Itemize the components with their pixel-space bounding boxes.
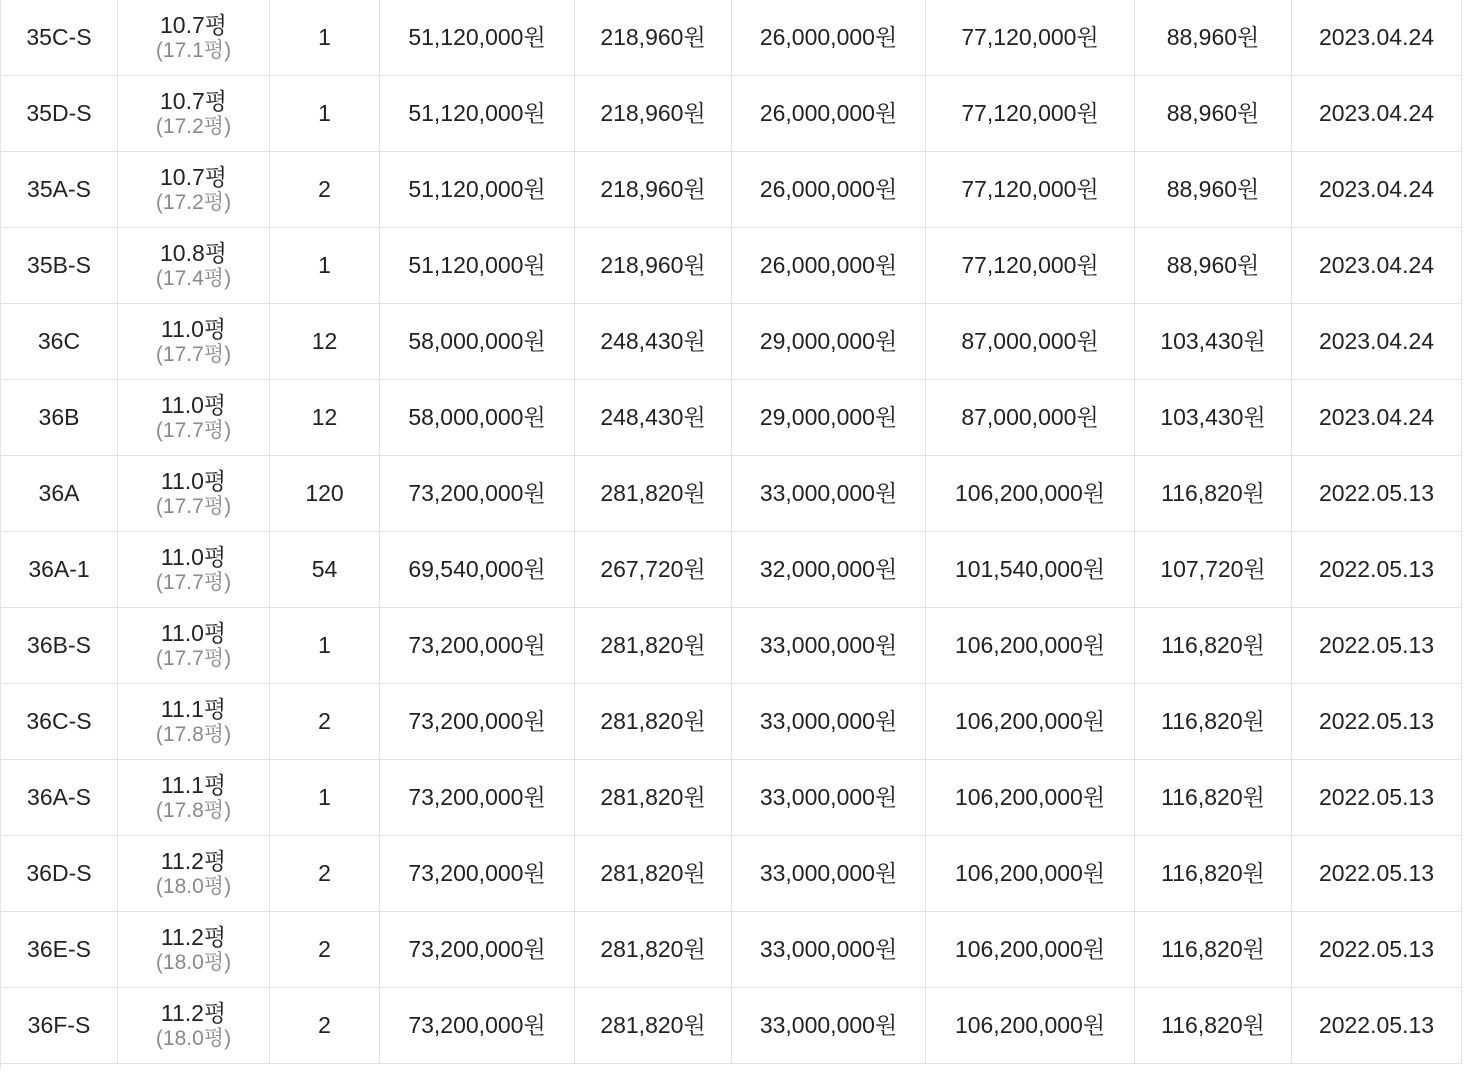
deposit-cell: 73,200,000원	[380, 684, 575, 760]
total-deposit-cell: 101,540,000원	[926, 532, 1135, 608]
monthly-rent-alt-cell: 116,820원	[1135, 836, 1292, 912]
monthly-rent-cell: 267,720원	[575, 532, 732, 608]
exclusive-area: 10.7평	[160, 163, 227, 190]
supply-area: (17.1평)	[155, 38, 232, 62]
supply-area: (17.4평)	[155, 266, 232, 290]
total-deposit-cell: 106,200,000원	[926, 684, 1135, 760]
deposit-cell: 51,120,000원	[380, 76, 575, 152]
supply-area: (17.8평)	[155, 798, 232, 822]
unit-count-cell: 1	[270, 760, 380, 836]
total-deposit-cell: 77,120,000원	[926, 152, 1135, 228]
monthly-rent-cell: 218,960원	[575, 0, 732, 76]
total-deposit-cell: 77,120,000원	[926, 76, 1135, 152]
supply-area: (18.0평)	[155, 950, 232, 974]
date-cell: 2023.04.24	[1292, 380, 1462, 456]
date-cell: 2022.05.13	[1292, 608, 1462, 684]
monthly-rent-alt-cell: 116,820원	[1135, 456, 1292, 532]
monthly-rent-alt-cell: 116,820원	[1135, 608, 1292, 684]
area-cell	[118, 760, 270, 836]
monthly-rent-alt-cell: 116,820원	[1135, 684, 1292, 760]
unit-type-cell: 36A-1	[1, 532, 118, 608]
table-continuation	[0, 1064, 1461, 1070]
total-deposit-cell: 106,200,000원	[926, 912, 1135, 988]
table-row	[1, 760, 1462, 836]
table-row	[1, 304, 1462, 380]
unit-type-cell: 36B-S	[1, 608, 118, 684]
deposit-cell: 58,000,000원	[380, 304, 575, 380]
deposit-alt-cell: 33,000,000원	[732, 684, 926, 760]
table-row	[1, 988, 1462, 1064]
date-cell: 2022.05.13	[1292, 988, 1462, 1064]
monthly-rent-alt-cell: 116,820원	[1135, 912, 1292, 988]
unit-type-cell: 36F-S	[1, 988, 118, 1064]
unit-type-cell: 36B	[1, 380, 118, 456]
deposit-cell: 73,200,000원	[380, 456, 575, 532]
exclusive-area: 11.0평	[160, 619, 227, 646]
deposit-cell: 69,540,000원	[380, 532, 575, 608]
exclusive-area: 11.0평	[160, 315, 227, 342]
deposit-alt-cell: 33,000,000원	[732, 760, 926, 836]
exclusive-area: 10.7평	[160, 11, 227, 38]
unit-type-cell: 35B-S	[1, 228, 118, 304]
monthly-rent-alt-cell: 88,960원	[1135, 76, 1292, 152]
unit-type-cell: 35C-S	[1, 0, 118, 76]
exclusive-area: 10.8평	[160, 239, 227, 266]
unit-count-cell: 1	[270, 0, 380, 76]
unit-type-cell: 36A	[1, 456, 118, 532]
exclusive-area: 11.2평	[160, 847, 227, 874]
monthly-rent-cell: 248,430원	[575, 380, 732, 456]
monthly-rent-cell: 218,960원	[575, 76, 732, 152]
deposit-cell: 73,200,000원	[380, 760, 575, 836]
area-cell	[118, 380, 270, 456]
deposit-cell: 73,200,000원	[380, 988, 575, 1064]
deposit-alt-cell: 32,000,000원	[732, 532, 926, 608]
deposit-alt-cell: 33,000,000원	[732, 988, 926, 1064]
table-row	[1, 608, 1462, 684]
exclusive-area: 10.7평	[160, 87, 227, 114]
monthly-rent-alt-cell: 88,960원	[1135, 0, 1292, 76]
unit-count-cell: 2	[270, 988, 380, 1064]
unit-count-cell: 1	[270, 76, 380, 152]
monthly-rent-alt-cell: 107,720원	[1135, 532, 1292, 608]
exclusive-area: 11.1평	[160, 771, 227, 798]
supply-area: (17.7평)	[155, 646, 232, 670]
total-deposit-cell: 87,000,000원	[926, 304, 1135, 380]
table-row	[1, 456, 1462, 532]
monthly-rent-alt-cell: 88,960원	[1135, 228, 1292, 304]
deposit-alt-cell: 26,000,000원	[732, 0, 926, 76]
area-cell	[118, 228, 270, 304]
deposit-alt-cell: 26,000,000원	[732, 152, 926, 228]
table-row	[1, 0, 1462, 76]
table-row	[1, 76, 1462, 152]
table-row	[1, 380, 1462, 456]
deposit-alt-cell: 29,000,000원	[732, 304, 926, 380]
supply-area: (17.7평)	[155, 494, 232, 518]
deposit-cell: 51,120,000원	[380, 0, 575, 76]
date-cell: 2022.05.13	[1292, 684, 1462, 760]
date-cell: 2023.04.24	[1292, 228, 1462, 304]
area-cell	[118, 304, 270, 380]
total-deposit-cell: 106,200,000원	[926, 836, 1135, 912]
monthly-rent-cell: 281,820원	[575, 608, 732, 684]
area-cell	[118, 152, 270, 228]
area-cell	[118, 912, 270, 988]
area-cell	[118, 0, 270, 76]
unit-count-cell: 12	[270, 380, 380, 456]
monthly-rent-alt-cell: 103,430원	[1135, 380, 1292, 456]
area-cell	[118, 456, 270, 532]
deposit-alt-cell: 26,000,000원	[732, 228, 926, 304]
date-cell: 2022.05.13	[1292, 532, 1462, 608]
monthly-rent-cell: 281,820원	[575, 760, 732, 836]
total-deposit-cell: 106,200,000원	[926, 988, 1135, 1064]
table-row	[1, 228, 1462, 304]
unit-count-cell: 54	[270, 532, 380, 608]
area-cell	[118, 836, 270, 912]
unit-count-cell: 2	[270, 152, 380, 228]
unit-count-cell: 1	[270, 228, 380, 304]
monthly-rent-alt-cell: 88,960원	[1135, 152, 1292, 228]
unit-count-cell: 1	[270, 608, 380, 684]
deposit-cell: 51,120,000원	[380, 228, 575, 304]
exclusive-area: 11.1평	[160, 695, 227, 722]
table-row	[1, 836, 1462, 912]
supply-area: (17.7평)	[155, 342, 232, 366]
deposit-cell: 73,200,000원	[380, 608, 575, 684]
area-cell	[118, 76, 270, 152]
date-cell: 2023.04.24	[1292, 304, 1462, 380]
total-deposit-cell: 106,200,000원	[926, 608, 1135, 684]
monthly-rent-alt-cell: 103,430원	[1135, 304, 1292, 380]
date-cell: 2022.05.13	[1292, 836, 1462, 912]
monthly-rent-cell: 218,960원	[575, 152, 732, 228]
area-cell	[118, 608, 270, 684]
unit-count-cell: 2	[270, 912, 380, 988]
date-cell: 2023.04.24	[1292, 76, 1462, 152]
exclusive-area: 11.0평	[160, 467, 227, 494]
total-deposit-cell: 106,200,000원	[926, 456, 1135, 532]
monthly-rent-cell: 218,960원	[575, 228, 732, 304]
unit-type-cell: 35D-S	[1, 76, 118, 152]
deposit-alt-cell: 33,000,000원	[732, 456, 926, 532]
unit-type-cell: 35A-S	[1, 152, 118, 228]
unit-count-cell: 2	[270, 836, 380, 912]
deposit-alt-cell: 26,000,000원	[732, 76, 926, 152]
supply-area: (17.7평)	[155, 418, 232, 442]
monthly-rent-cell: 281,820원	[575, 836, 732, 912]
table-body	[1, 0, 1462, 1064]
exclusive-area: 11.2평	[160, 923, 227, 950]
area-cell	[118, 988, 270, 1064]
date-cell: 2022.05.13	[1292, 912, 1462, 988]
unit-type-cell: 36C	[1, 304, 118, 380]
area-cell	[118, 684, 270, 760]
exclusive-area: 11.2평	[160, 999, 227, 1026]
supply-area: (17.8평)	[155, 722, 232, 746]
monthly-rent-alt-cell: 116,820원	[1135, 988, 1292, 1064]
unit-type-cell: 36E-S	[1, 912, 118, 988]
deposit-cell: 73,200,000원	[380, 836, 575, 912]
total-deposit-cell: 77,120,000원	[926, 0, 1135, 76]
deposit-alt-cell: 33,000,000원	[732, 912, 926, 988]
date-cell: 2023.04.24	[1292, 152, 1462, 228]
table-row	[1, 532, 1462, 608]
total-deposit-cell: 87,000,000원	[926, 380, 1135, 456]
unit-count-cell: 120	[270, 456, 380, 532]
exclusive-area: 11.0평	[160, 543, 227, 570]
deposit-cell: 58,000,000원	[380, 380, 575, 456]
unit-type-cell: 36D-S	[1, 836, 118, 912]
monthly-rent-cell: 281,820원	[575, 456, 732, 532]
deposit-alt-cell: 33,000,000원	[732, 608, 926, 684]
table-row	[1, 912, 1462, 988]
monthly-rent-alt-cell: 116,820원	[1135, 760, 1292, 836]
monthly-rent-cell: 248,430원	[575, 304, 732, 380]
unit-type-cell: 36A-S	[1, 760, 118, 836]
deposit-alt-cell: 33,000,000원	[732, 836, 926, 912]
deposit-alt-cell: 29,000,000원	[732, 380, 926, 456]
total-deposit-cell: 77,120,000원	[926, 228, 1135, 304]
supply-area: (17.2평)	[155, 190, 232, 214]
monthly-rent-cell: 281,820원	[575, 912, 732, 988]
deposit-cell: 73,200,000원	[380, 912, 575, 988]
table-row	[1, 152, 1462, 228]
supply-area: (18.0평)	[155, 874, 232, 898]
supply-area: (17.2평)	[155, 114, 232, 138]
area-cell	[118, 532, 270, 608]
monthly-rent-cell: 281,820원	[575, 684, 732, 760]
supply-area: (17.7평)	[155, 570, 232, 594]
date-cell: 2022.05.13	[1292, 456, 1462, 532]
unit-type-cell: 36C-S	[1, 684, 118, 760]
monthly-rent-cell: 281,820원	[575, 988, 732, 1064]
exclusive-area: 11.0평	[160, 391, 227, 418]
unit-count-cell: 2	[270, 684, 380, 760]
date-cell: 2022.05.13	[1292, 760, 1462, 836]
deposit-cell: 51,120,000원	[380, 152, 575, 228]
table-row	[1, 684, 1462, 760]
unit-count-cell: 12	[270, 304, 380, 380]
total-deposit-cell: 106,200,000원	[926, 760, 1135, 836]
date-cell: 2023.04.24	[1292, 0, 1462, 76]
supply-area: (18.0평)	[155, 1026, 232, 1050]
